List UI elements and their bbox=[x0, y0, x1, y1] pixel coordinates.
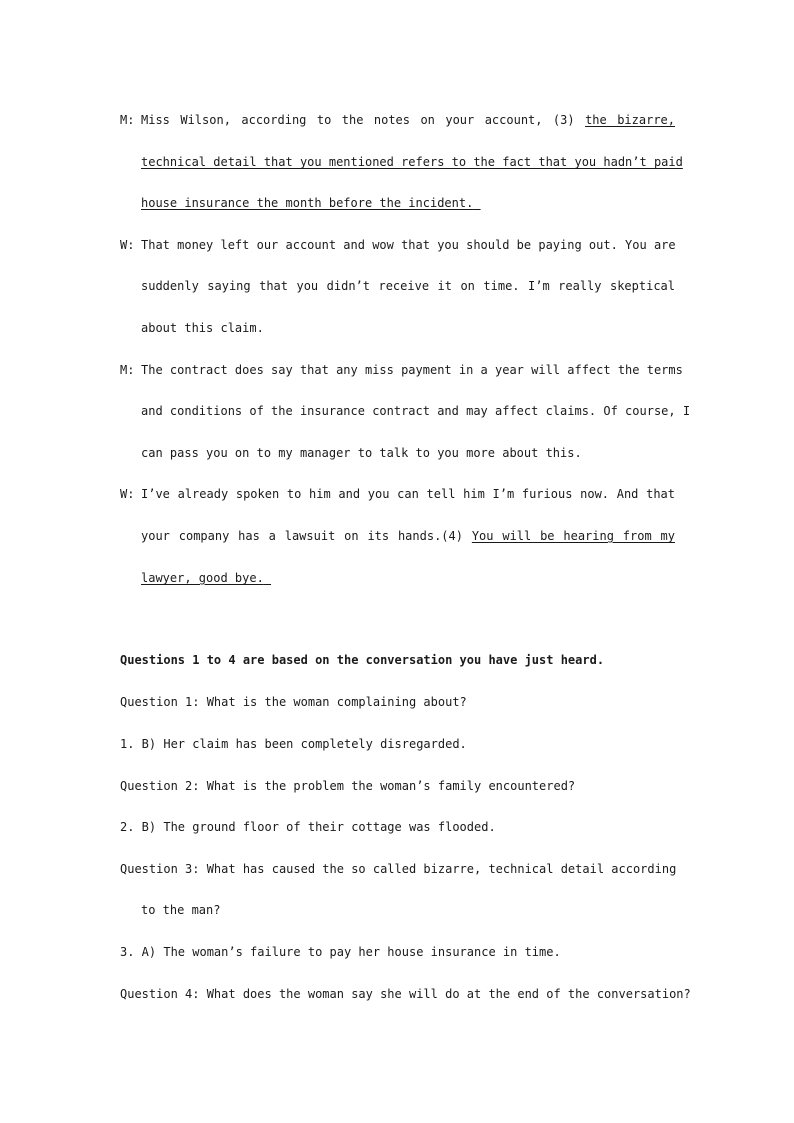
answer-2: 2. B) The ground floor of their cottage was flooded. bbox=[120, 820, 496, 834]
questions-heading: Questions 1 to 4 are based on the conversation you have just heard. bbox=[120, 653, 605, 667]
dialogue-text: your company has a lawsuit on its hands.(4) bbox=[141, 529, 463, 543]
answer-underlined-text: technical detail that you mentioned refers to the fact that you hadn’t paid bbox=[141, 155, 683, 169]
dialogue-line bbox=[141, 155, 683, 170]
dialogue-text: suddenly saying that you didn’t receive it on time. I’m really skeptical bbox=[141, 279, 675, 293]
question-2: Question 2: What is the problem the woman’s family encountered? bbox=[120, 779, 576, 793]
answer-underlined-text: the bizarre, bbox=[585, 113, 675, 127]
speaker-label: M: bbox=[120, 363, 135, 377]
dialogue-line bbox=[141, 446, 675, 461]
dialogue-line bbox=[141, 279, 675, 294]
speaker-label: W: bbox=[120, 238, 135, 252]
dialogue-line bbox=[141, 529, 675, 544]
dialogue-text: The contract does say that any miss payment in a year will affect the terms bbox=[141, 363, 683, 377]
dialogue-text: and conditions of the insurance contract and may affect claims. Of course, I bbox=[141, 404, 691, 418]
question-3-continued: to the man? bbox=[141, 903, 221, 917]
speaker-label: M: bbox=[120, 113, 135, 127]
dialogue-text: I’ve already spoken to him and you can tell him I’m furious now. And that bbox=[141, 487, 675, 501]
dialogue-line bbox=[141, 571, 675, 586]
answer-underlined-text: You will be hearing from my bbox=[471, 529, 675, 543]
dialogue-line bbox=[120, 363, 683, 378]
dialogue-line bbox=[120, 113, 675, 128]
dialogue-line bbox=[120, 487, 675, 502]
dialogue-line bbox=[141, 321, 675, 336]
answer-1: 1. B) Her claim has been completely disregarded. bbox=[120, 737, 467, 751]
answer-underlined-text: lawyer, good bye. bbox=[141, 571, 264, 585]
answer-3: 3. A) The woman’s failure to pay her house insurance in time. bbox=[120, 945, 561, 959]
dialogue-line bbox=[141, 404, 691, 419]
question-3: Question 3: What has caused the so called bizarre, technical detail according bbox=[120, 862, 677, 876]
dialogue-text: about this claim. bbox=[141, 321, 264, 335]
dialogue-line bbox=[141, 196, 675, 211]
dialogue-text: That money left our account and wow that you should be paying out. You are bbox=[141, 238, 676, 252]
dialogue-text: Miss Wilson, according to the notes on your account, (3) bbox=[141, 113, 575, 127]
dialogue-text: can pass you on to my manager to talk to you more about this. bbox=[141, 446, 582, 460]
dialogue-line bbox=[120, 238, 675, 253]
speaker-label: W: bbox=[120, 487, 135, 501]
question-1: Question 1: What is the woman complaining about? bbox=[120, 695, 467, 709]
question-4: Question 4: What does the woman say she will do at the end of the conversation? bbox=[120, 987, 691, 1001]
answer-underlined-text: house insurance the month before the incident. bbox=[141, 196, 474, 210]
